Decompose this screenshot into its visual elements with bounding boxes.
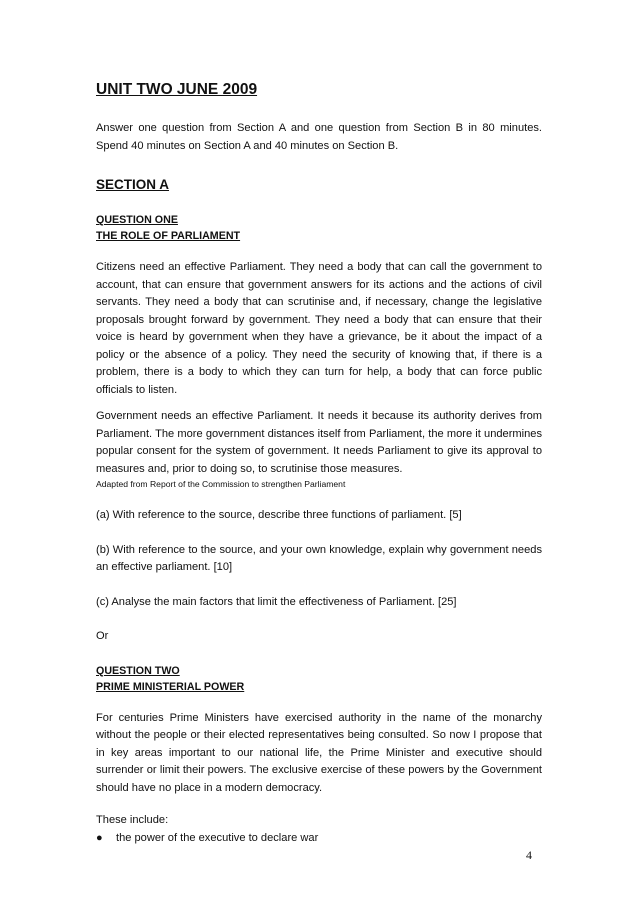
section-a-title: SECTION A (96, 177, 170, 192)
or-separator: Or (96, 630, 109, 642)
page-number: 4 (526, 848, 532, 862)
question-two-source-paragraph-1: For centuries Prime Ministers have exercised authority in the name of the monarchy without the people or their elected representatives being consulted. So now I propose that in key areas important to our national life, the Prime Minister and executive should surrender or limit their powers. The exclusive exercise of these powers by the Government should have no place in a modern democracy. (96, 711, 542, 794)
source-attribution: Adapted from Report of the Commission to strengthen Parliament (96, 479, 346, 489)
list-item-text: the power of the executive to declare war (116, 831, 319, 844)
document-page (96, 80, 542, 847)
question-one-label: QUESTION ONE (96, 214, 178, 226)
unit-title: UNIT TWO JUNE 2009 (96, 81, 258, 98)
question-one-part-c: (c) Analyse the main factors that limit the effectiveness of Parliament. [25] (96, 595, 457, 608)
exam-instructions: Answer one question from Section A and one question from Section B in 80 minutes. Spend 40 minutes on Section A and 40 minutes on Section B. (96, 122, 542, 152)
question-one-source-paragraph-2: Government needs an effective Parliament. It needs it because its authority derives from Parliament. The more government distances itself from Parliament, the more it undermines popular consent for the system of government. It needs Parliament to give its approval to measures and, prior to doing so, to scrutinise those measures. (96, 410, 542, 475)
bullet-icon: ● (96, 831, 103, 844)
question-one-part-b: (b) With reference to the source, and your own knowledge, explain why government needs an effective parliament. [10] (96, 543, 542, 573)
question-one-title: THE ROLE OF PARLIAMENT (96, 230, 241, 242)
question-one-part-a: (a) With reference to the source, describe three functions of parliament. [5] (96, 509, 462, 521)
question-two-label: QUESTION TWO (96, 664, 180, 677)
question-one-source-paragraph-1: Citizens need an effective Parliament. They need a body that can call the government to account, that can ensure that government answers for its actions and the actions of civil servants. They need a body that can scrutinise and, if necessary, change the legislative proposals brought forward by government. They need a body that can ensure that their voice is heard by government when they have a grievance, be it about the impact of a policy or the absence of a policy. They need the security of knowing that, if there is a problem, there is a body to which they can turn for help, a body that can force public officials to listen. (96, 261, 542, 396)
question-one-heading (96, 212, 542, 244)
question-two-title: PRIME MINISTERIAL POWER (96, 680, 245, 693)
list-item (96, 830, 542, 848)
list-intro: These include: (96, 814, 169, 826)
question-two-heading (96, 663, 542, 695)
